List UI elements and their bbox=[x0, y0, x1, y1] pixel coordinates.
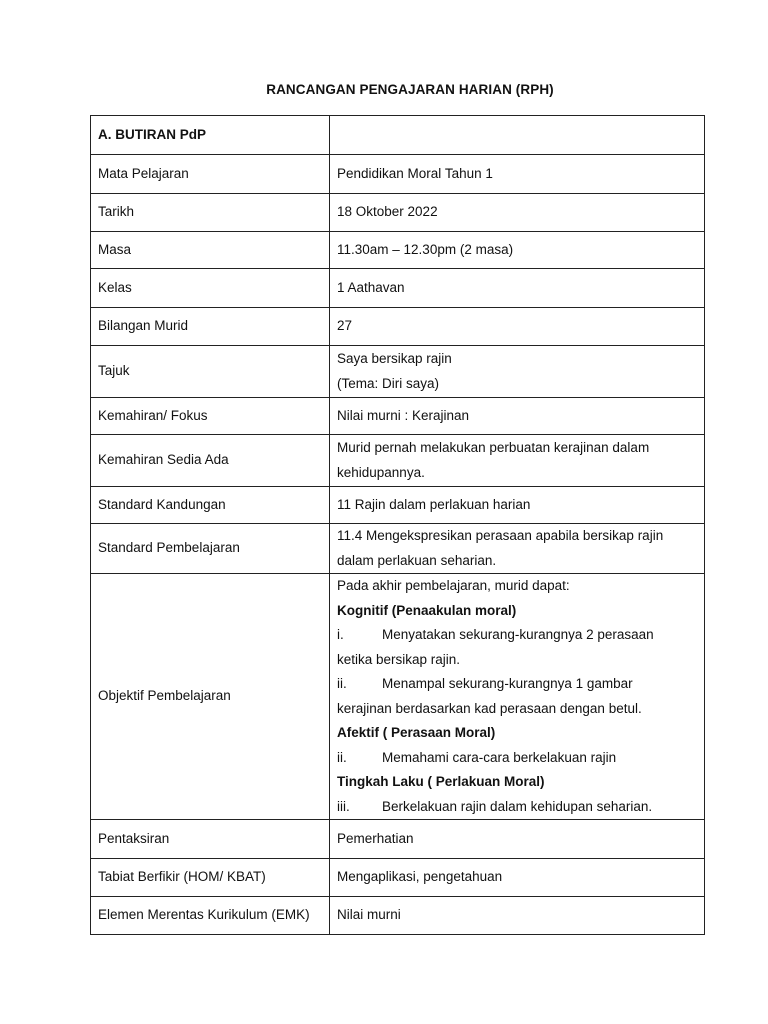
table-row-kelas bbox=[91, 269, 705, 308]
value-line: kehidupannya. bbox=[337, 464, 425, 480]
list-text: Menyatakan sekurang-kurangnya 2 perasaan bbox=[382, 627, 654, 642]
row-value: 11.30am – 12.30pm (2 masa) bbox=[330, 232, 705, 269]
list-continuation: kerajinan berdasarkan kad perasaan dengan betul. bbox=[337, 700, 642, 716]
row-label: Tajuk bbox=[91, 346, 330, 398]
afektif-heading: Afektif ( Perasaan Moral) bbox=[337, 725, 496, 740]
row-label: Standard Pembelajaran bbox=[91, 524, 330, 574]
rph-table bbox=[90, 115, 705, 935]
table-row-standard-kandungan bbox=[91, 487, 705, 524]
table-row-tajuk bbox=[91, 346, 705, 398]
table-row-mata-pelajaran bbox=[91, 155, 705, 194]
table-row-pentaksiran bbox=[91, 820, 705, 859]
value-line: dalam perlakuan seharian. bbox=[337, 552, 497, 568]
objektif-intro: Pada akhir pembelajaran, murid dapat: bbox=[337, 578, 570, 593]
list-text: Berkelakuan rajin dalam kehidupan seharian. bbox=[382, 798, 653, 814]
row-label: Tarikh bbox=[91, 194, 330, 232]
table-row-emk bbox=[91, 897, 705, 935]
row-value bbox=[330, 346, 705, 398]
list-text: Menampal sekurang-kurangnya 1 gambar bbox=[382, 676, 633, 691]
header-value bbox=[330, 116, 705, 155]
list-number: iii. bbox=[337, 798, 350, 814]
list-item bbox=[337, 623, 697, 648]
row-value: Pendidikan Moral Tahun 1 bbox=[330, 155, 705, 194]
table-row-kemahiran-fokus bbox=[91, 398, 705, 435]
row-value: 18 Oktober 2022 bbox=[330, 194, 705, 232]
row-value: Nilai murni bbox=[330, 897, 705, 935]
value-line: (Tema: Diri saya) bbox=[337, 375, 440, 391]
value-line: Murid pernah melakukan perbuatan kerajinan dalam bbox=[337, 440, 650, 455]
table-row-tabiat-berfikir bbox=[91, 859, 705, 897]
table-row-standard-pembelajaran bbox=[91, 524, 705, 574]
row-label: Elemen Merentas Kurikulum (EMK) bbox=[91, 897, 330, 935]
row-label: Bilangan Murid bbox=[91, 308, 330, 346]
row-value: 11 Rajin dalam perlakuan harian bbox=[330, 487, 705, 524]
objektif-value bbox=[330, 574, 705, 820]
row-label: Masa bbox=[91, 232, 330, 269]
list-item bbox=[337, 795, 697, 820]
row-value: Pemerhatian bbox=[330, 820, 705, 859]
row-value bbox=[330, 524, 705, 574]
document-title: RANCANGAN PENGAJARAN HARIAN (RPH) bbox=[266, 82, 554, 97]
row-label: Tabiat Berfikir (HOM/ KBAT) bbox=[91, 859, 330, 897]
row-value: 1 Aathavan bbox=[330, 269, 705, 308]
list-item bbox=[337, 672, 697, 697]
row-label: Mata Pelajaran bbox=[91, 155, 330, 194]
row-value: Mengaplikasi, pengetahuan bbox=[330, 859, 705, 897]
kognitif-heading: Kognitif (Penaakulan moral) bbox=[337, 602, 517, 618]
row-value: 27 bbox=[330, 308, 705, 346]
table-row-kemahiran-sedia-ada bbox=[91, 435, 705, 487]
list-number: ii. bbox=[337, 749, 347, 765]
row-label: Kelas bbox=[91, 269, 330, 308]
row-label: Kemahiran Sedia Ada bbox=[91, 435, 330, 487]
list-continuation: ketika bersikap rajin. bbox=[337, 651, 461, 667]
table-row-bilangan-murid bbox=[91, 308, 705, 346]
list-number: i. bbox=[337, 627, 344, 642]
table-row-header bbox=[91, 116, 705, 155]
list-item bbox=[337, 746, 697, 771]
value-line: Saya bersikap rajin bbox=[337, 351, 452, 366]
table-row-objektif bbox=[91, 574, 705, 820]
header-label: A. BUTIRAN PdP bbox=[91, 116, 330, 155]
value-line: 11.4 Mengekspresikan perasaan apabila bersikap rajin bbox=[337, 528, 664, 543]
row-value bbox=[330, 435, 705, 487]
table-row-tarikh bbox=[91, 194, 705, 232]
row-label: Kemahiran/ Fokus bbox=[91, 398, 330, 435]
table-row-masa bbox=[91, 232, 705, 269]
row-value: Nilai murni : Kerajinan bbox=[330, 398, 705, 435]
list-number: ii. bbox=[337, 676, 347, 691]
tingkah-laku-heading: Tingkah Laku ( Perlakuan Moral) bbox=[337, 774, 545, 789]
row-label: Pentaksiran bbox=[91, 820, 330, 859]
row-label: Objektif Pembelajaran bbox=[91, 574, 330, 820]
row-label: Standard Kandungan bbox=[91, 487, 330, 524]
list-text: Memahami cara-cara berkelakuan rajin bbox=[382, 749, 617, 765]
